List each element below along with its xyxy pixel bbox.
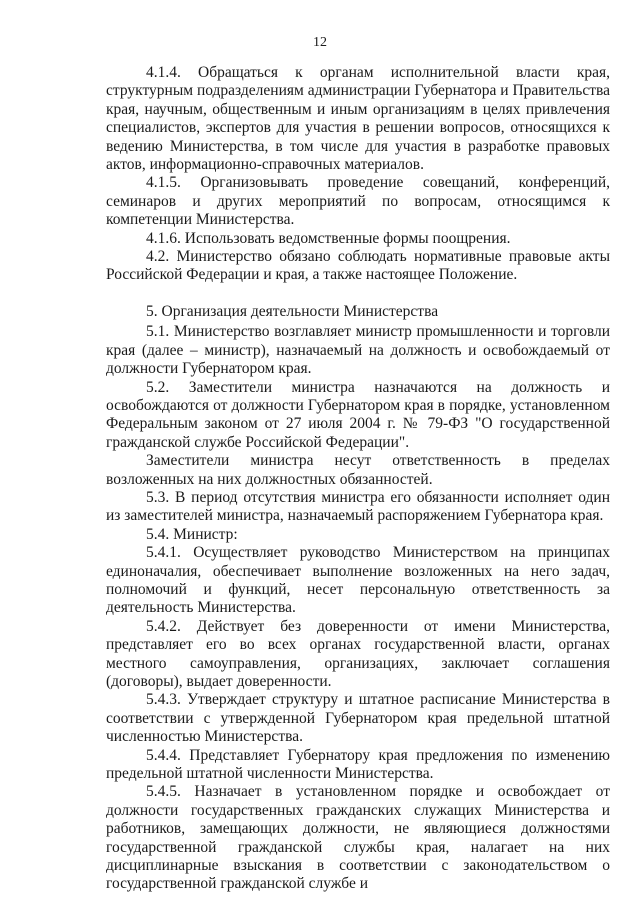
paragraph-5-2-responsibility: Заместители министра несут ответственность в пределах возложенных на них должностных обязанностей.	[106, 452, 610, 488]
page-number: 12	[313, 35, 327, 50]
paragraph-5-4-5: 5.4.5. Назначает в установленном порядке и освобождает от должности государственных гражданских служащих Министерства и работников, замещающих должности, не являющиеся должностями государственной гражданской службы края, налагает на них дисциплинарные взыскания в соответствии с законодательством о государственной гражданской службе и	[106, 783, 610, 893]
paragraph-5-2: 5.2. Заместители министра назначаются на должность и освобождаются от должности Губернатором края в порядке, установленном Федеральным законом от 27 июля 2004 г. № 79-ФЗ "О государственной гражданской службе Российской Федерации".	[106, 378, 610, 451]
paragraph-5-4-1: 5.4.1. Осуществляет руководство Министерством на принципах единоначалия, обеспечивает выполнение возложенных на него задач, полномочий и функций, несет персональную ответственность за деятельность Министерства.	[106, 544, 610, 617]
document-body	[106, 64, 610, 894]
section-heading: 5. Организация деятельности Министерства	[146, 302, 439, 320]
paragraph-5-3: 5.3. В период отсутствия министра его обязанности исполняет один из заместителей министра, назначаемый распоряжением Губернатора края.	[106, 488, 610, 525]
paragraph-5-4-4: 5.4.4. Представляет Губернатору края предложения по изменению предельной штатной численности Министерства.	[106, 746, 610, 783]
paragraph-5-1: 5.1. Министерство возглавляет министр промышленности и торговли края (далее – министр), назначаемый на должность и освобождаемый от должности Губернатором края.	[106, 323, 610, 378]
paragraph-4-1-5: 4.1.5. Организовывать проведение совещаний, конференций, семинаров и других мероприятий по вопросам, относящимся к компетенции Министерства.	[106, 174, 610, 229]
paragraph-4-1-4: 4.1.4. Обращаться к органам исполнительной власти края, структурным подразделениям администрации Губернатора и Правительства края, научным, общественным и иным организациям в целях привлечения специалистов, экспертов для участия в решении вопросов, относящихся к ведению Министерства, в том числе для участия в разработке правовых актов, информационно-справочных материалов.	[106, 64, 610, 174]
paragraph-5-4: 5.4. Министр:	[146, 525, 238, 543]
paragraph-5-4-3: 5.4.3. Утверждает структуру и штатное расписание Министерства в соответствии с утвержденной Губернатором края предельной штатной численностью Министерства.	[106, 691, 610, 746]
paragraph-4-2: 4.2. Министерство обязано соблюдать нормативные правовые акты Российской Федерации и края, а также настоящее Положение.	[106, 248, 610, 284]
paragraph-5-4-2: 5.4.2. Действует без доверенности от имени Министерства, представляет его во всех органах государственной власти, органах местного самоуправления, организациях, заключает соглашения (договоры), выдает доверенности.	[106, 617, 610, 690]
paragraph-4-1-6: 4.1.6. Использовать ведомственные формы поощрения.	[146, 229, 511, 247]
